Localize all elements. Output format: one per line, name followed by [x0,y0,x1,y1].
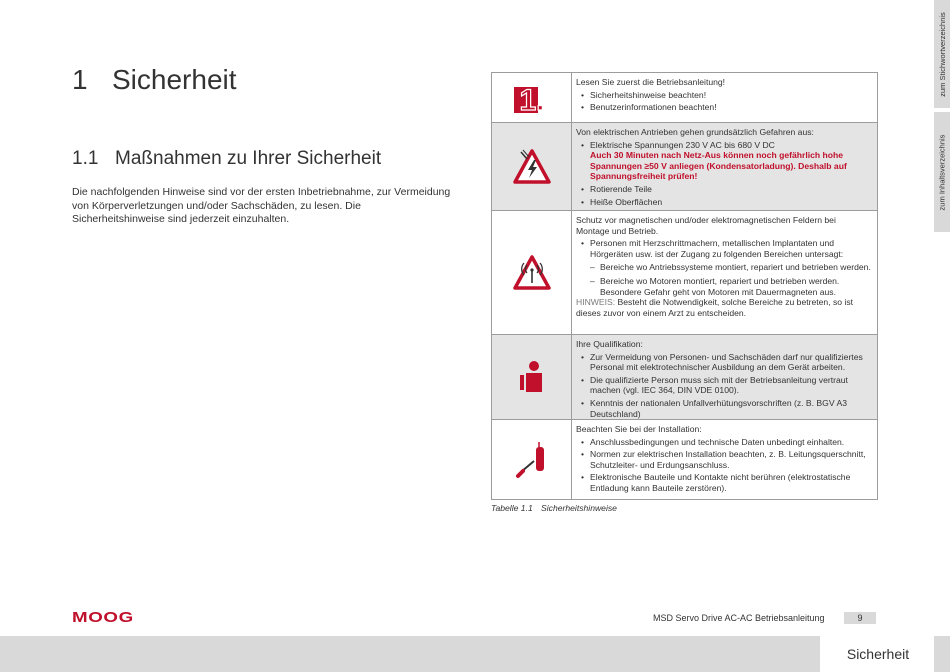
table-row [492,123,877,211]
chapter-title-text: Sicherheit [112,64,237,95]
icon-cell [492,211,572,334]
row-intro: Von elektrischen Antrieben gehen grundsätzlich Gefahren aus: [576,127,814,137]
row-intro: Beachten Sie bei der Installation: [576,424,702,434]
keyword-index-label: zum Stichwortverzeichnis [937,11,947,97]
list-item: – Bereiche wo Motoren montiert, repariert und betrieben werden. Besondere Gefahr geht von Motoren mit Dauermagneten aus. [576,276,871,297]
list-item: • Personen mit Herzschrittmachern, metallischen Implantaten und Hörgeräten usw. ist der Zugang zu folgenden Bereichen untersagt: [576,238,871,259]
list-item: • Benutzerinformationen beachten! [576,102,871,113]
text-cell [572,123,877,210]
table-row [492,420,877,499]
list-item: • Zur Vermeidung von Personen- und Sachschäden darf nur qualifiziertes Personal mit elektrotechnischer Ausbildung an dem Gerät arbeiten. [576,352,871,373]
table-caption [491,503,617,513]
chapter-number: 1 [72,64,88,95]
svg-text:1.: 1. [518,83,545,115]
high-voltage-warning-icon [512,147,552,187]
electromagnetic-field-warning-icon [512,253,552,293]
list-item [576,140,871,182]
chapter-title [72,64,237,96]
text-cell [572,420,877,499]
bullet-list [576,90,871,113]
text-cell [572,73,877,122]
page-number: 9 [844,612,876,624]
residual-voltage-warning: Auch 30 Minuten nach Netz-Aus können noch gefährlich hohe Spannungen ≥50 V anliegen (Kondensatorladung). Deshalb auf Spannungsfreiheit prüfen! [590,150,847,182]
footer-bar-end [934,636,950,672]
side-navigation [934,0,950,232]
table-row [492,211,877,335]
row-intro: Schutz vor magnetischen und/oder elektromagnetischen Feldern bei Montage und Betrieb. [576,215,836,236]
list-item: • Anschlussbedingungen und technische Daten unbedingt einhalten. [576,437,871,448]
footer-section-label: Sicherheit [822,636,934,672]
moog-logo [72,609,152,630]
list-item: • Rotierende Teile [576,184,871,195]
text-cell [572,335,877,419]
table-row [492,73,877,123]
list-item: • Sicherheitshinweise beachten! [576,90,871,101]
contents-tab[interactable] [934,112,950,232]
note-text: Besteht die Notwendigkeit, solche Bereiche zu betreten, so ist dieses zuvor von einem Arzt zu entscheiden. [576,297,854,318]
icon-cell [492,73,572,122]
footer-bar [0,636,820,672]
read-first-icon [512,81,552,115]
voltage-range-text: Elektrische Spannungen 230 V AC bis 680 V DC [590,139,775,150]
svg-text:MOOG: MOOG [72,609,134,625]
bullet-list [576,352,871,420]
row-intro: Lesen Sie zuerst die Betriebsanleitung! [576,77,726,87]
section-title-text: Maßnahmen zu Ihrer Sicherheit [115,148,382,169]
list-item: • Die qualifizierte Person muss sich mit der Betriebsanleitung vertraut machen (vgl. IEC 364, DIN VDE 0100). [576,375,871,396]
text-cell [572,211,877,334]
moog-logo-mark [72,609,152,625]
bullet-list [576,437,871,494]
qualified-person-icon [517,360,547,394]
document-title: MSD Servo Drive AC-AC Betriebsanleitung [653,613,825,623]
icon-cell [492,335,572,419]
contents-label: zum Inhaltsverzeichnis [937,134,947,210]
section-number: 1.1 [72,148,99,169]
section-title [72,148,381,170]
list-item: – Bereiche wo Antriebssysteme montiert, repariert und betrieben werden. [576,262,871,273]
list-item: • Elektronische Bauteile und Kontakte nicht berühren (elektrostatische Entladung kann Bauteile zerstören). [576,472,871,493]
row-intro: Ihre Qualifikation: [576,339,643,349]
note [576,297,871,318]
bullet-list [576,238,871,297]
safety-table [491,72,878,500]
caption-text: Sicherheitshinweise [541,503,617,513]
table-row [492,335,877,420]
intro-paragraph: Die nachfolgenden Hinweise sind vor der ersten Inbetriebnahme, zur Vermeidung von Körperverletzungen und/oder Sachschäden, zu lesen. Die Sicherheitshinweise sind jederzeit einzuhalten. [72,186,451,225]
bullet-list [576,140,871,208]
icon-cell [492,420,572,499]
icon-cell [492,123,572,210]
installation-tools-icon [515,441,549,479]
keyword-index-tab[interactable] [934,0,950,108]
list-item: • Normen zur elektrischen Installation beachten, z. B. Leitungsquerschnitt, Schutzleiter- und Erdungsanschluss. [576,449,871,470]
list-item: • Heiße Oberflächen [576,197,871,208]
list-item: • Kenntnis der nationalen Unfallverhütungsvorschriften (z. B. BGV A3 Deutschland) [576,398,871,419]
note-label: HINWEIS: [576,297,616,308]
caption-number: Tabelle 1.1 [491,503,533,513]
